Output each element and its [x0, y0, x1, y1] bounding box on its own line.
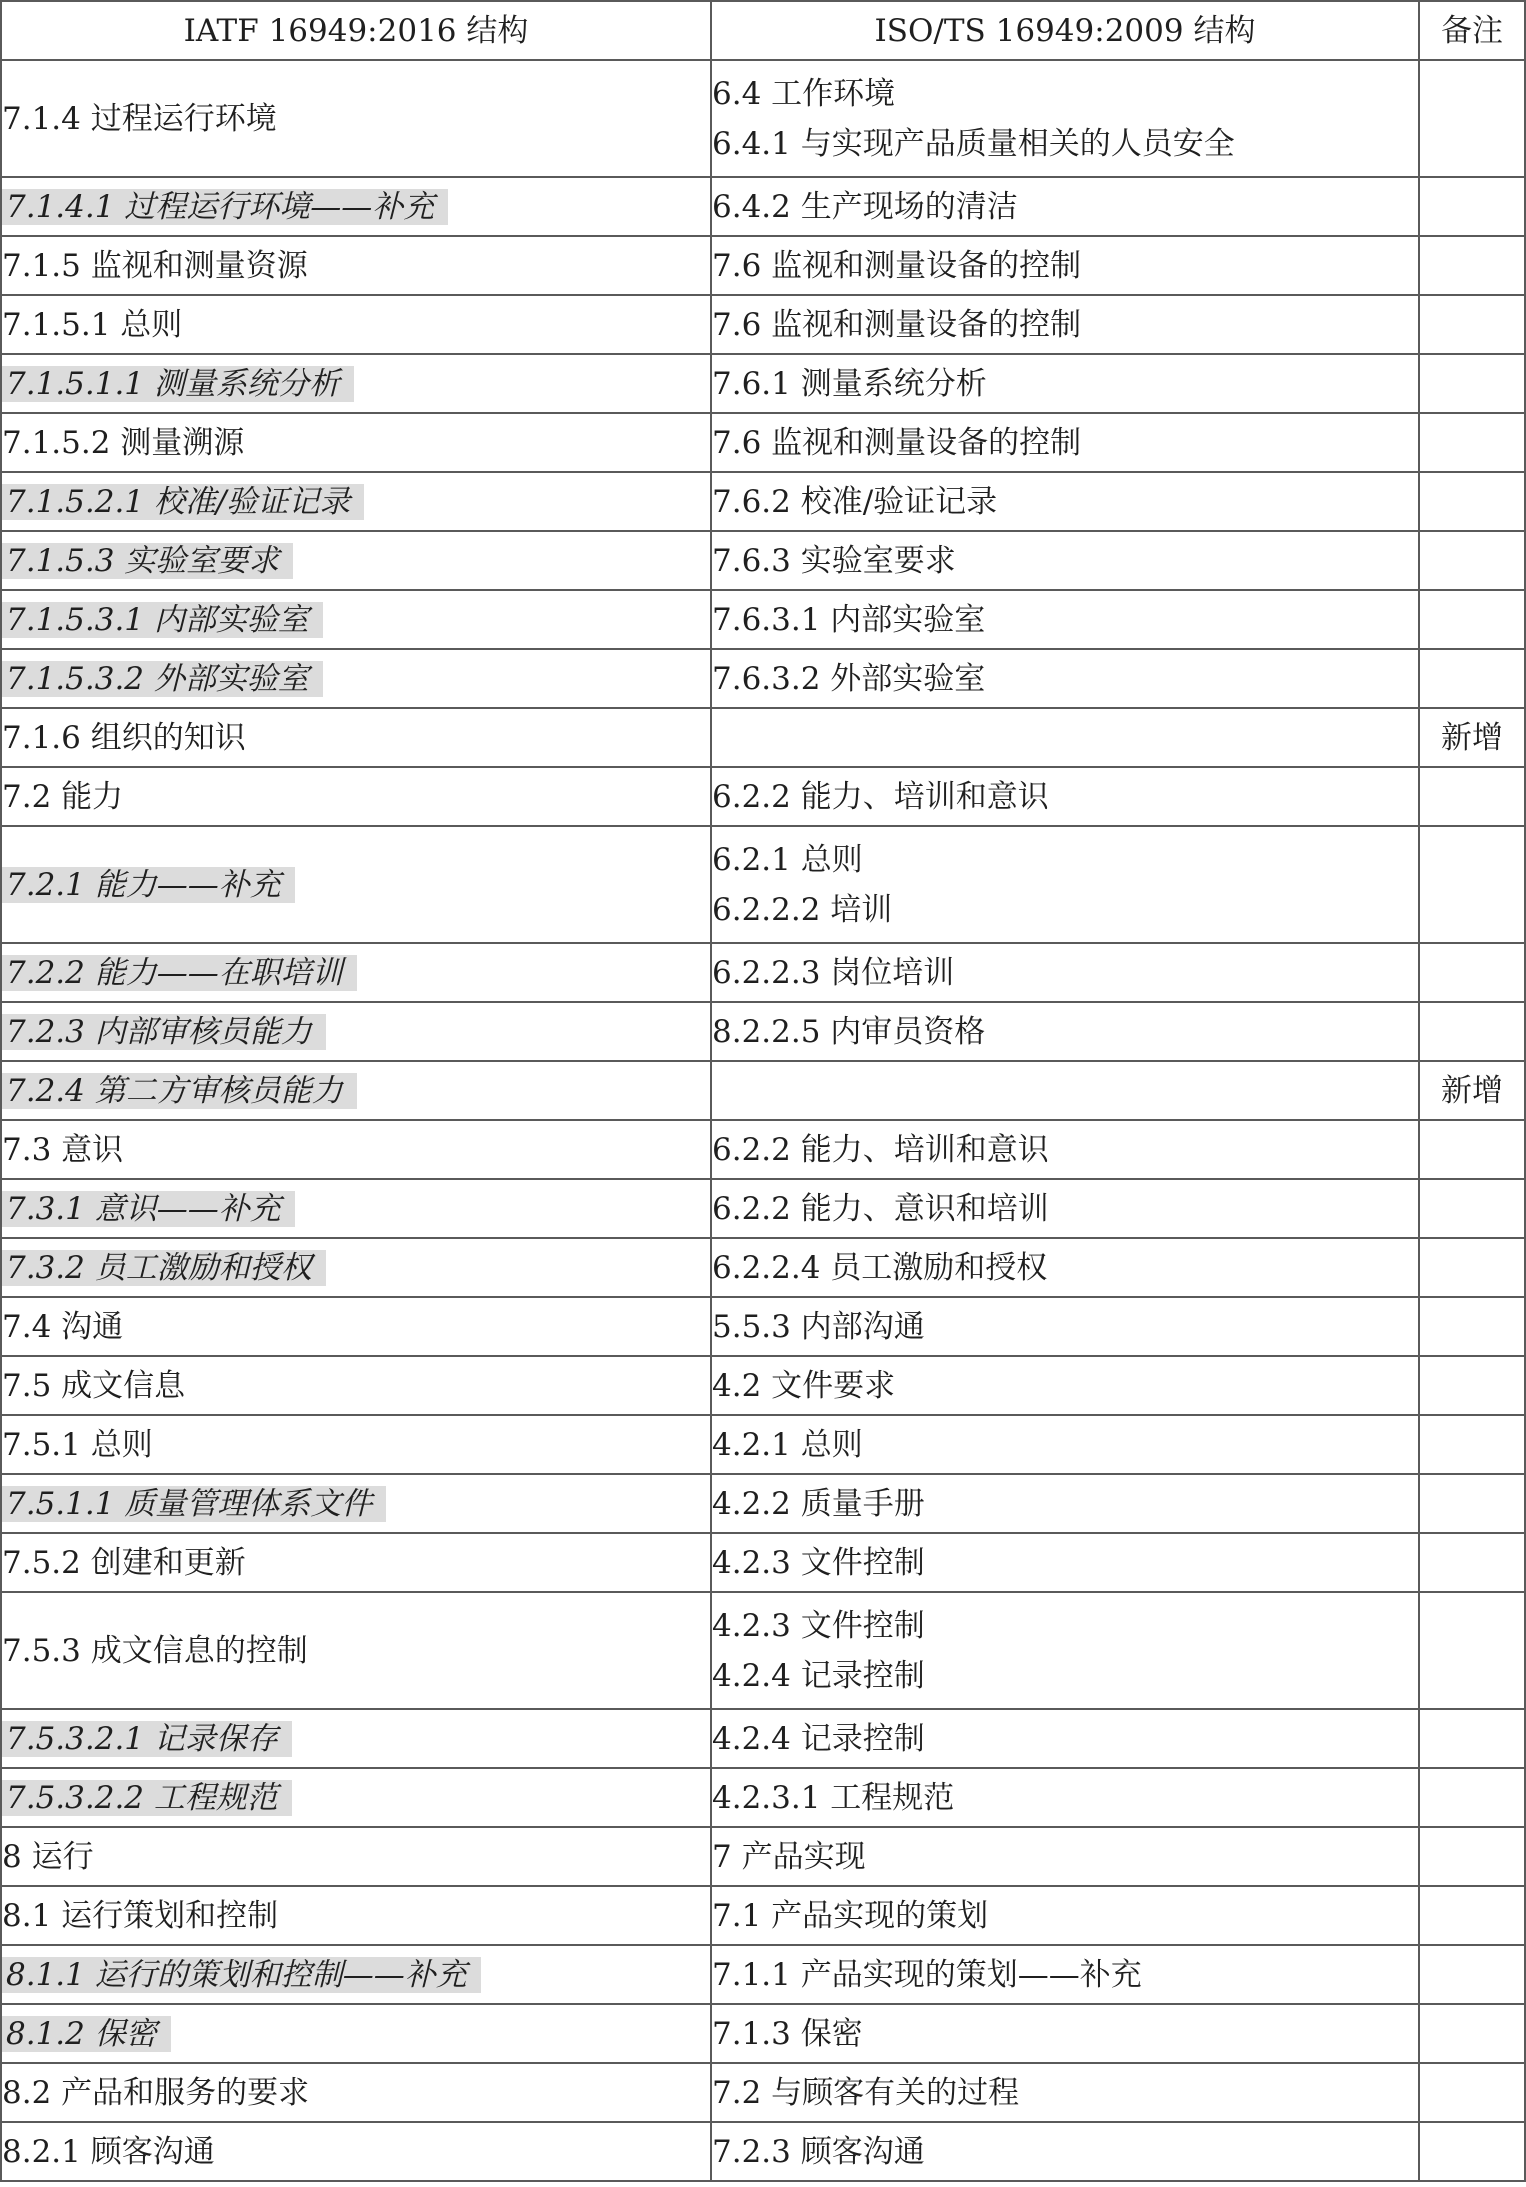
iatf-clause: 8 运行	[2, 1838, 94, 1875]
table-row	[1, 1120, 1525, 1179]
table-row	[1, 1592, 1525, 1709]
table-row	[1, 1356, 1525, 1415]
ts-clause-cell	[711, 1886, 1419, 1945]
note-cell	[1419, 1297, 1525, 1356]
note-cell	[1419, 295, 1525, 354]
ts-clause-cell	[711, 767, 1419, 826]
iatf-clause-cell	[1, 236, 711, 295]
iatf-clause-cell	[1, 1768, 711, 1827]
ts-clause-cell	[711, 1533, 1419, 1592]
ts-clause: 6.2.2.2 培训	[712, 891, 893, 928]
iatf-clause-cell	[1, 2122, 711, 2181]
iatf-clause: 8.2 产品和服务的要求	[2, 2074, 310, 2111]
note-cell	[1419, 472, 1525, 531]
iatf-clause: 7.5.3 成文信息的控制	[2, 1632, 308, 1669]
iatf-clause-highlighted: 7.1.5.3.2 外部实验室	[2, 661, 323, 697]
header-row	[1, 1, 1525, 60]
table-row	[1, 1768, 1525, 1827]
note-cell	[1419, 1415, 1525, 1474]
iatf-clause-cell	[1, 708, 711, 767]
iatf-clause-cell	[1, 1120, 711, 1179]
note-cell: 新增	[1419, 1061, 1525, 1120]
ts-clause: 4.2.1 总则	[712, 1426, 863, 1463]
iatf-clause-highlighted: 7.1.5.1.1 测量系统分析	[2, 366, 354, 402]
note-cell	[1419, 1356, 1525, 1415]
note-cell	[1419, 1709, 1525, 1768]
ts-clause-cell	[711, 1179, 1419, 1238]
iatf-clause: 7.1.5.2 测量溯源	[2, 424, 245, 461]
note-cell	[1419, 2063, 1525, 2122]
note-cell	[1419, 649, 1525, 708]
table-row	[1, 1061, 1525, 1120]
note-cell	[1419, 1002, 1525, 1061]
iatf-clause: 7.1.4 过程运行环境	[2, 100, 277, 137]
table-row	[1, 590, 1525, 649]
note-cell	[1419, 1827, 1525, 1886]
note-cell	[1419, 2004, 1525, 2063]
ts-clause: 6.2.2 能力、意识和培训	[712, 1190, 1049, 1227]
table-row	[1, 531, 1525, 590]
iatf-clause-highlighted: 7.2.3 内部审核员能力	[2, 1014, 326, 1050]
iatf-clause-cell	[1, 943, 711, 1002]
iatf-clause-cell	[1, 1179, 711, 1238]
table-row	[1, 767, 1525, 826]
ts-clause-cell	[711, 236, 1419, 295]
iatf-clause-cell	[1, 472, 711, 531]
iatf-clause-cell	[1, 767, 711, 826]
note-cell	[1419, 177, 1525, 236]
iatf-clause-cell	[1, 1709, 711, 1768]
ts-clause: 7.6.2 校准/验证记录	[712, 483, 998, 520]
ts-clause-cell	[711, 1945, 1419, 2004]
iatf-clause-highlighted: 7.2.4 第二方审核员能力	[2, 1073, 357, 1109]
ts-clause-cell	[711, 1002, 1419, 1061]
ts-clause: 6.2.1 总则	[712, 841, 863, 878]
table-row	[1, 354, 1525, 413]
ts-clause-cell	[711, 60, 1419, 177]
iatf-clause-highlighted: 7.5.3.2.1 记录保存	[2, 1721, 292, 1757]
ts-clause: 7.1.1 产品实现的策划——补充	[712, 1956, 1142, 1993]
iatf-clause: 7.1.5.1 总则	[2, 306, 183, 343]
iatf-clause-cell	[1, 1827, 711, 1886]
iatf-clause-cell	[1, 1061, 711, 1120]
ts-clause-cell	[711, 1415, 1419, 1474]
iatf-clause-highlighted: 8.1.2 保密	[2, 2016, 171, 2052]
table-row	[1, 413, 1525, 472]
ts-clause-cell	[711, 295, 1419, 354]
note-cell	[1419, 1533, 1525, 1592]
ts-clause-cell	[711, 1768, 1419, 1827]
ts-clause: 7.6 监视和测量设备的控制	[712, 424, 1082, 461]
iatf-clause-cell	[1, 1886, 711, 1945]
ts-clause: 4.2.4 记录控制	[712, 1720, 925, 1757]
iatf-clause-cell	[1, 649, 711, 708]
iatf-clause-highlighted: 8.1.1 运行的策划和控制——补充	[2, 1957, 481, 1993]
iatf-clause-cell	[1, 1533, 711, 1592]
iatf-clause: 7.5 成文信息	[2, 1367, 186, 1404]
table-row	[1, 2004, 1525, 2063]
iatf-clause-cell	[1, 1945, 711, 2004]
iatf-clause-cell	[1, 295, 711, 354]
note-cell	[1419, 1179, 1525, 1238]
iatf-clause-highlighted: 7.2.1 能力——补充	[2, 867, 295, 903]
ts-clause: 4.2.3.1 工程规范	[712, 1779, 955, 1816]
iatf-clause-cell	[1, 1297, 711, 1356]
ts-clause: 4.2.3 文件控制	[712, 1607, 925, 1644]
ts-clause-cell	[711, 1297, 1419, 1356]
note-cell	[1419, 1592, 1525, 1709]
header-ts: ISO/TS 16949:2009 结构	[711, 1, 1419, 60]
iatf-clause-highlighted: 7.1.5.3 实验室要求	[2, 543, 293, 579]
ts-clause-cell	[711, 1592, 1419, 1709]
table-row	[1, 1297, 1525, 1356]
table-row	[1, 1886, 1525, 1945]
ts-clause: 6.2.2.3 岗位培训	[712, 954, 955, 991]
ts-clause-cell	[711, 177, 1419, 236]
iatf-clause-highlighted: 7.3.2 员工激励和授权	[2, 1250, 326, 1286]
ts-clause: 4.2.2 质量手册	[712, 1485, 925, 1522]
ts-clause: 4.2 文件要求	[712, 1367, 896, 1404]
note-cell	[1419, 590, 1525, 649]
iatf-clause-cell	[1, 1238, 711, 1297]
table-row	[1, 1238, 1525, 1297]
ts-clause-cell	[711, 590, 1419, 649]
note-cell	[1419, 767, 1525, 826]
iatf-clause: 8.1 运行策划和控制	[2, 1897, 279, 1934]
note-cell	[1419, 1768, 1525, 1827]
ts-clause: 7.6.3.1 内部实验室	[712, 601, 986, 638]
note-cell	[1419, 826, 1525, 943]
table-row	[1, 1002, 1525, 1061]
iatf-clause-highlighted: 7.2.2 能力——在职培训	[2, 955, 357, 991]
note-cell	[1419, 236, 1525, 295]
table-row	[1, 1474, 1525, 1533]
iatf-clause-highlighted: 7.5.1.1 质量管理体系文件	[2, 1486, 386, 1522]
ts-clause-cell	[711, 472, 1419, 531]
table-row	[1, 236, 1525, 295]
ts-clause-cell	[711, 1827, 1419, 1886]
ts-clause: 7.6.3.2 外部实验室	[712, 660, 986, 697]
table-row	[1, 2063, 1525, 2122]
ts-clause: 6.2.2.4 员工激励和授权	[712, 1249, 1048, 1286]
iatf-clause-highlighted: 7.5.3.2.2 工程规范	[2, 1780, 292, 1816]
ts-clause-cell	[711, 1356, 1419, 1415]
ts-clause: 6.4.2 生产现场的清洁	[712, 188, 1018, 225]
iatf-clause-cell	[1, 60, 711, 177]
table-row	[1, 472, 1525, 531]
ts-clause-cell	[711, 1061, 1419, 1120]
ts-clause-cell	[711, 649, 1419, 708]
table-row	[1, 295, 1525, 354]
table-body	[1, 60, 1525, 2181]
ts-clause: 8.2.2.5 内审员资格	[712, 1013, 986, 1050]
ts-clause-cell	[711, 1474, 1419, 1533]
table-row	[1, 1533, 1525, 1592]
iatf-clause: 7.1.6 组织的知识	[2, 719, 246, 756]
ts-clause-cell	[711, 531, 1419, 590]
ts-clause: 7.6.1 测量系统分析	[712, 365, 987, 402]
ts-clause-cell	[711, 2004, 1419, 2063]
table-row	[1, 1415, 1525, 1474]
ts-clause-cell	[711, 2122, 1419, 2181]
ts-clause-cell	[711, 1709, 1419, 1768]
note-cell: 新增	[1419, 708, 1525, 767]
iatf-clause: 7.1.5 监视和测量资源	[2, 247, 308, 284]
table-row	[1, 1827, 1525, 1886]
note-cell	[1419, 531, 1525, 590]
iatf-clause-cell	[1, 1356, 711, 1415]
ts-clause: 7.1 产品实现的策划	[712, 1897, 989, 1934]
iatf-clause: 7.5.1 总则	[2, 1426, 153, 1463]
iatf-clause-cell	[1, 826, 711, 943]
ts-clause: 5.5.3 内部沟通	[712, 1308, 925, 1345]
iatf-clause-highlighted: 7.1.4.1 过程运行环境——补充	[2, 189, 448, 225]
iatf-clause-cell	[1, 590, 711, 649]
iatf-clause-cell	[1, 177, 711, 236]
ts-clause: 7.6.3 实验室要求	[712, 542, 956, 579]
table-row	[1, 60, 1525, 177]
header-note: 备注	[1419, 1, 1525, 60]
iatf-clause: 7.5.2 创建和更新	[2, 1544, 246, 1581]
iatf-clause-cell	[1, 413, 711, 472]
iatf-clause-cell	[1, 354, 711, 413]
ts-clause: 6.2.2 能力、培训和意识	[712, 778, 1049, 815]
ts-clause-cell	[711, 2063, 1419, 2122]
ts-clause-cell	[711, 708, 1419, 767]
ts-clause: 7.2.3 顾客沟通	[712, 2133, 925, 2170]
note-cell	[1419, 1238, 1525, 1297]
iatf-clause-cell	[1, 1474, 711, 1533]
ts-clause: 7.6 监视和测量设备的控制	[712, 247, 1082, 284]
ts-clause-cell	[711, 943, 1419, 1002]
table-row	[1, 943, 1525, 1002]
ts-clause-cell	[711, 826, 1419, 943]
ts-clause: 4.2.3 文件控制	[712, 1544, 925, 1581]
note-cell	[1419, 60, 1525, 177]
table-header	[1, 1, 1525, 60]
ts-clause-cell	[711, 354, 1419, 413]
table-row	[1, 1179, 1525, 1238]
iatf-clause-cell	[1, 531, 711, 590]
iatf-clause-cell	[1, 2063, 711, 2122]
iatf-clause-cell	[1, 1415, 711, 1474]
ts-clause: 6.4.1 与实现产品质量相关的人员安全	[712, 125, 1235, 162]
ts-clause: 6.2.2 能力、培训和意识	[712, 1131, 1049, 1168]
iatf-clause: 7.2 能力	[2, 778, 124, 815]
ts-clause-cell	[711, 413, 1419, 472]
iatf-clause-highlighted: 7.1.5.2.1 校准/验证记录	[2, 484, 364, 520]
ts-clause: 7.1.3 保密	[712, 2015, 863, 2052]
table-row	[1, 826, 1525, 943]
iatf-clause: 7.3 意识	[2, 1131, 124, 1168]
note-cell	[1419, 943, 1525, 1002]
table-row	[1, 2122, 1525, 2181]
note-cell	[1419, 1886, 1525, 1945]
iatf-clause-highlighted: 7.3.1 意识——补充	[2, 1191, 295, 1227]
note-cell	[1419, 2122, 1525, 2181]
iatf-clause: 7.4 沟通	[2, 1308, 124, 1345]
ts-clause: 4.2.4 记录控制	[712, 1657, 925, 1694]
note-cell	[1419, 413, 1525, 472]
note-cell	[1419, 1474, 1525, 1533]
table-row	[1, 708, 1525, 767]
table-row	[1, 1709, 1525, 1768]
ts-clause: 7.2 与顾客有关的过程	[712, 2074, 1020, 2111]
iatf-clause-highlighted: 7.1.5.3.1 内部实验室	[2, 602, 323, 638]
iatf-clause-cell	[1, 1592, 711, 1709]
note-cell	[1419, 1945, 1525, 2004]
ts-clause-cell	[711, 1120, 1419, 1179]
iatf-clause: 8.2.1 顾客沟通	[2, 2133, 215, 2170]
iatf-clause-cell	[1, 2004, 711, 2063]
ts-clause: 7.6 监视和测量设备的控制	[712, 306, 1082, 343]
ts-clause-cell	[711, 1238, 1419, 1297]
note-cell	[1419, 354, 1525, 413]
ts-clause: 7 产品实现	[712, 1838, 866, 1875]
ts-clause: 6.4 工作环境	[712, 75, 896, 112]
table-row	[1, 649, 1525, 708]
table-row	[1, 1945, 1525, 2004]
iatf-clause-cell	[1, 1002, 711, 1061]
table-row	[1, 177, 1525, 236]
note-cell	[1419, 1120, 1525, 1179]
header-iatf: IATF 16949:2016 结构	[1, 1, 711, 60]
